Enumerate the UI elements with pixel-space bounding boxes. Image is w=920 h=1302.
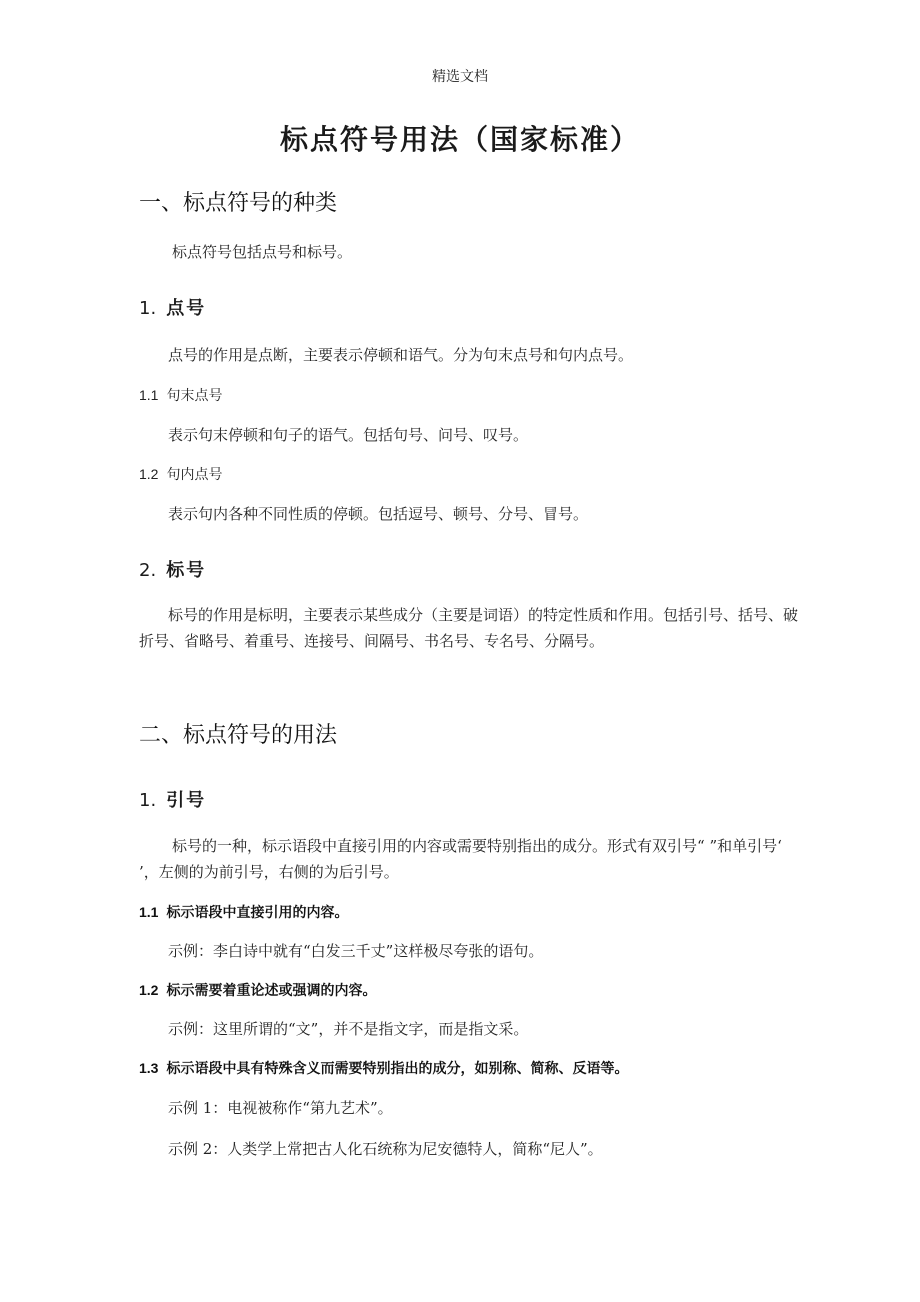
subsection-title: 点号 bbox=[166, 298, 207, 319]
subsection-heading-dianhao bbox=[139, 294, 206, 320]
item-heading-1-3 bbox=[139, 1058, 628, 1078]
example-1-2: 示例：这里所谓的“文”，并不是指文字，而是指文采。 bbox=[168, 1020, 529, 1038]
biaohao-description: 标号的作用是标明，主要表示某些成分（主要是词语）的特定性质和作用。包括引号、括号、破折号、省略号、着重号、连接号、间隔号、书名号、专名号、分隔号。 bbox=[139, 606, 799, 650]
item-heading-juomo bbox=[139, 385, 222, 405]
example-1-3-b: 示例 2：人类学上常把古人化石统称为尼安德特人，简称“尼人”。 bbox=[168, 1140, 603, 1158]
item-number: 1.2 bbox=[139, 466, 159, 482]
subsection-number: 1. bbox=[139, 790, 157, 811]
item-heading-1-2 bbox=[139, 980, 376, 1000]
subsection-title: 引号 bbox=[166, 790, 207, 811]
item-title: 标示语段中直接引用的内容。 bbox=[166, 905, 349, 921]
subsection-number: 1. bbox=[139, 298, 157, 319]
example-1-1: 示例：李白诗中就有“白发三千丈”这样极尽夸张的语句。 bbox=[168, 942, 544, 960]
dianhao-description: 点号的作用是点断，主要表示停顿和语气。分为句末点号和句内点号。 bbox=[168, 346, 634, 364]
section1-intro: 标点符号包括点号和标号。 bbox=[172, 243, 353, 261]
item-title: 句内点号 bbox=[166, 467, 223, 483]
item-number: 1.3 bbox=[139, 1060, 159, 1076]
item-number: 1.1 bbox=[139, 387, 159, 403]
junei-description: 表示句内各种不同性质的停顿。包括逗号、顿号、分号、冒号。 bbox=[168, 505, 589, 523]
item-title: 标示语段中具有特殊含义而需要特别指出的成分，如别称、简称、反语等。 bbox=[166, 1061, 629, 1077]
subsection-number: 2. bbox=[139, 560, 157, 581]
page-header: 精选文档 bbox=[432, 69, 488, 85]
item-heading-1-1 bbox=[139, 902, 348, 922]
section-heading-1: 一、标点符号的种类 bbox=[139, 191, 338, 216]
subsection-title: 标号 bbox=[166, 560, 207, 581]
yinhao-description: 标号的一种，标示语段中直接引用的内容或需要特别指出的成分。形式有双引号“ ”和单引号‘ ’，左侧的为前引号，右侧的为后引号。 bbox=[139, 837, 782, 881]
example-1-3-a: 示例 1：电视被称作“第九艺术”。 bbox=[168, 1099, 393, 1117]
subsection-heading-yinhao bbox=[139, 786, 206, 812]
item-heading-junei bbox=[139, 464, 222, 484]
item-number: 1.2 bbox=[139, 982, 159, 998]
item-title: 标示需要着重论述或强调的内容。 bbox=[166, 983, 377, 999]
item-title: 句末点号 bbox=[166, 388, 223, 404]
document-title: 标点符号用法（国家标准） bbox=[279, 123, 640, 156]
juomo-description: 表示句末停顿和句子的语气。包括句号、问号、叹号。 bbox=[168, 426, 529, 444]
item-number: 1.1 bbox=[139, 904, 159, 920]
section-heading-2: 二、标点符号的用法 bbox=[139, 723, 338, 748]
subsection-heading-biaohao bbox=[139, 556, 206, 582]
